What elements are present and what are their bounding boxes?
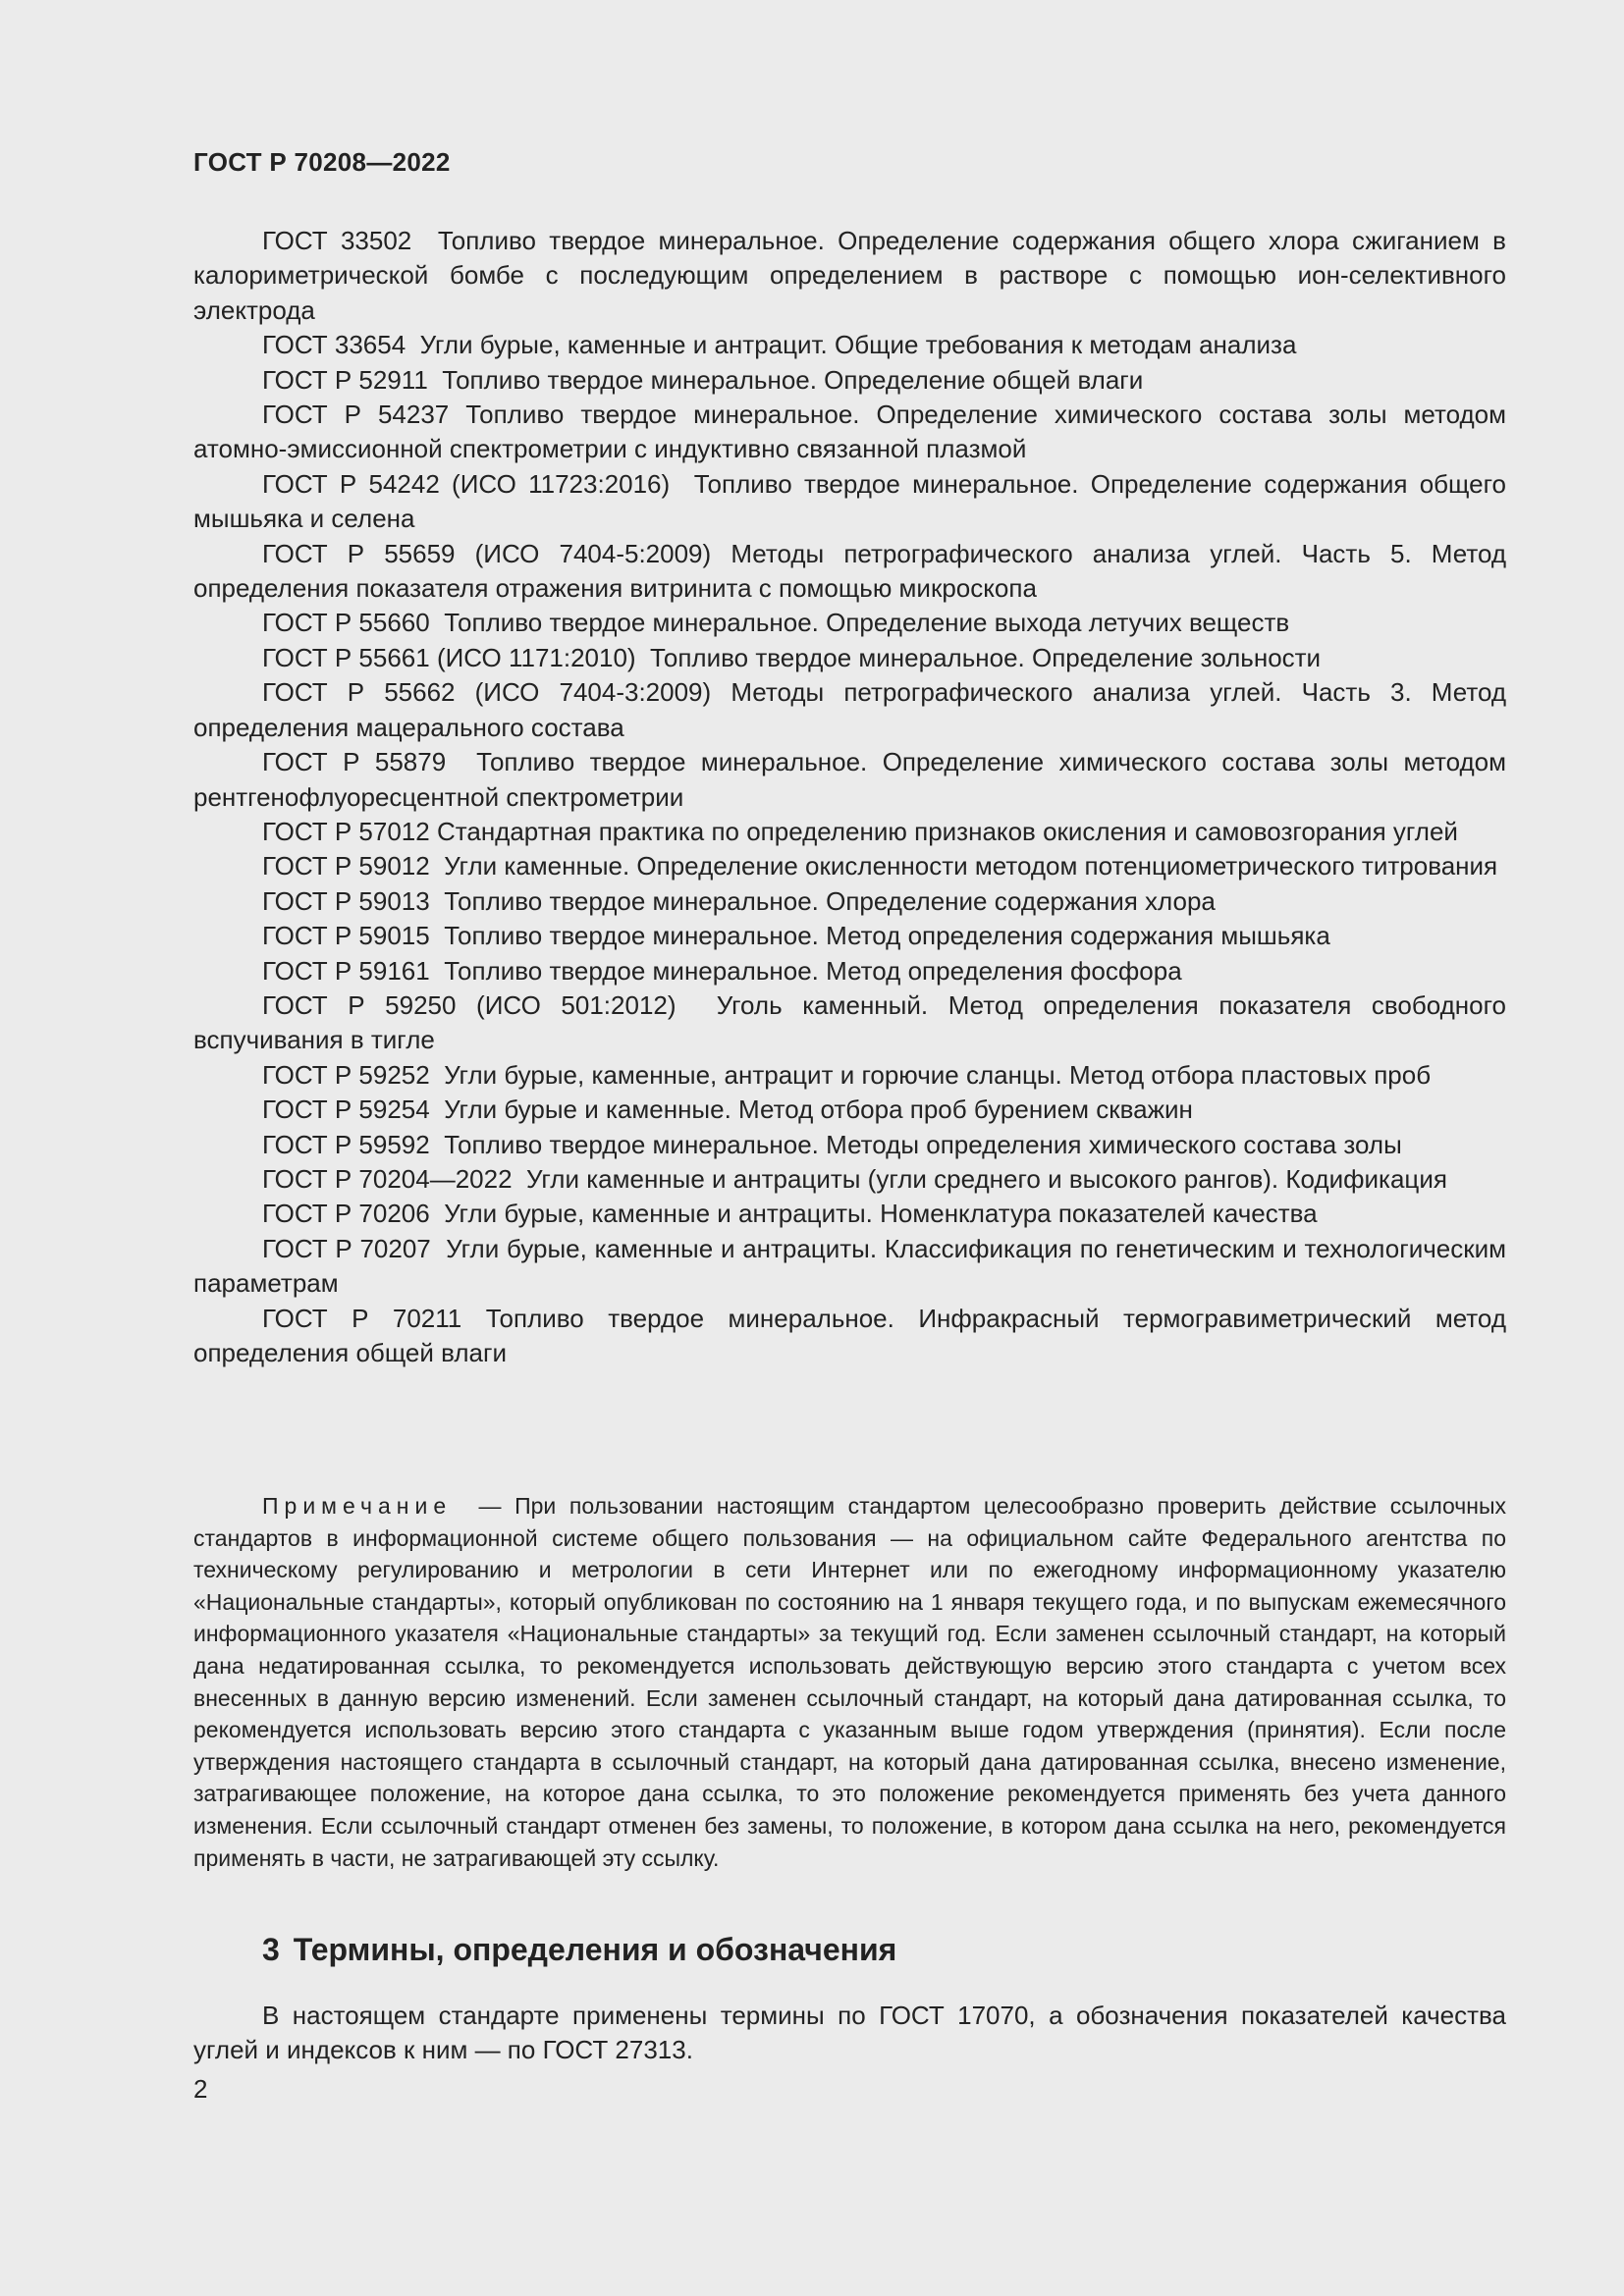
reference-code: ГОСТ 33654 [262,330,406,360]
reference-code: ГОСТ Р 55879 [262,747,447,777]
reference-item [193,745,1506,815]
reference-title: Топливо твердое минеральное. Метод определения фосфора [444,955,1182,986]
reference-item [193,954,1506,988]
reference-code: ГОСТ Р 57012 [262,816,430,846]
reference-item [193,467,1506,537]
reference-title: Топливо твердое минеральное. Метод определения содержания мышьяка [444,921,1330,951]
reference-title: Топливо твердое минеральное. Определение содержания хлора [444,885,1216,916]
reference-item [193,1058,1506,1093]
reference-code: ГОСТ Р 59254 [262,1095,430,1125]
reference-code: ГОСТ Р 59250 (ИСО 501:2012) [262,989,677,1020]
reference-title: Уголь каменный. Метод определения показателя свободного вспучивания в тигле [193,989,1506,1055]
reference-title: Угли каменные и антрациты (угли среднего и высокого рангов). Кодификация [526,1163,1447,1194]
reference-item [193,363,1506,398]
reference-code: ГОСТ Р 59592 [262,1129,430,1159]
reference-item [193,641,1506,675]
reference-code: ГОСТ Р 59013 [262,885,430,916]
reference-code: ГОСТ Р 59161 [262,955,430,986]
reference-code: ГОСТ Р 55662 (ИСО 7404-3:2009) [262,677,712,708]
reference-title: Топливо твердое минеральное. Определение химического состава золы методом рентгенофлуоресцентной спектрометрии [193,747,1506,812]
reference-code: ГОСТ Р 70207 [262,1233,431,1263]
reference-code: ГОСТ Р 70211 [262,1303,462,1333]
reference-item [193,1302,1506,1371]
reference-item [193,919,1506,953]
reference-title: Топливо твердое минеральное. Инфракрасный термогравиметрический метод определения общей влаги [193,1303,1506,1367]
section-paragraph: В настоящем стандарте применены термины по ГОСТ 17070, а обозначения показателей качества углей и индексов к ним — по ГОСТ 27313. [193,2001,1506,2065]
reference-item [193,1128,1506,1162]
reference-item [193,1093,1506,1127]
reference-title: Топливо твердое минеральное. Определение общей влаги [442,364,1144,395]
reference-code: ГОСТ Р 55659 (ИСО 7404-5:2009) [262,538,712,568]
reference-item [193,884,1506,919]
reference-item [193,849,1506,883]
section-title: Термины, определения и обозначения [293,1932,897,1967]
reference-title: Угли бурые, каменные и антрациты. Номенклатура показателей качества [444,1199,1318,1229]
reference-code: ГОСТ Р 54242 (ИСО 11723:2016) [262,468,671,499]
reference-item [193,328,1506,362]
references-note [193,1490,1506,1874]
reference-item [193,1162,1506,1197]
reference-title: Угли бурые, каменные и антрациты. Классификация по генетическим и технологическим параметрам [193,1233,1507,1299]
reference-code: ГОСТ Р 55661 (ИСО 1171:2010) [262,642,636,672]
reference-code: ГОСТ Р 59252 [262,1059,430,1090]
reference-code: ГОСТ Р 70204—2022 [262,1163,513,1194]
reference-title: Угли бурые, каменные и антрацит. Общие требования к методам анализа [419,330,1297,360]
reference-title: Угли бурые и каменные. Метод отбора проб бурением скважин [444,1095,1193,1125]
reference-code: ГОСТ Р 55660 [262,608,430,638]
reference-code: ГОСТ Р 54237 [262,400,450,430]
reference-item [193,224,1506,328]
reference-item [193,815,1506,849]
reference-item [193,1197,1506,1231]
reference-item [193,537,1506,607]
reference-code: ГОСТ Р 70206 [262,1199,430,1229]
reference-title: Стандартная практика по определению признаков окисления и самовозгорания углей [436,816,1458,846]
reference-item [193,988,1506,1058]
reference-code: ГОСТ Р 59015 [262,921,430,951]
reference-title: Методы петрографического анализа углей. Часть 3. Метод определения мацерального состава [193,677,1507,742]
reference-title: Угли каменные. Определение окисленности методом потенциометрического титрования [444,851,1498,881]
reference-title: Топливо твердое минеральное. Методы определения химического состава золы [444,1129,1402,1159]
page-number: 2 [193,2074,208,2104]
document-header: ГОСТ Р 70208—2022 [193,147,451,177]
reference-item [193,1232,1506,1302]
section-number: 3 [262,1932,280,1967]
reference-code: ГОСТ Р 52911 [262,364,428,395]
reference-title: Топливо твердое минеральное. Определение химического состава золы методом атомно-эмиссионной спектрометрии с индуктивно связанной плазмой [193,400,1506,464]
reference-code: ГОСТ Р 59012 [262,851,430,881]
reference-code: ГОСТ 33502 [262,226,412,255]
note-label: Примечание [262,1493,453,1519]
reference-title: Топливо твердое минеральное. Определение выхода летучих веществ [444,608,1290,638]
reference-item [193,398,1506,467]
reference-title: Методы петрографического анализа углей. Часть 5. Метод определения показателя отражения витринита с помощью микроскопа [193,538,1507,604]
reference-item [193,606,1506,640]
section-heading [262,1932,896,1968]
reference-title: Топливо твердое минеральное. Определение зольности [650,642,1322,672]
reference-title: Топливо твердое минеральное. Определение содержания общего хлора сжиганием в калориметрической бомбе с последующим определением в растворе с помощью ион-селективного электрода [193,226,1506,325]
reference-item [193,675,1506,745]
normative-references-list [193,224,1506,1370]
reference-title: Топливо твердое минеральное. Определение содержания общего мышьяка и селена [193,468,1506,534]
reference-title: Угли бурые, каменные, антрацит и горючие сланцы. Метод отбора пластовых проб [444,1059,1432,1090]
note-text: — При пользовании настоящим стандартом целесообразно проверить действие ссылочных стандартов в информационной системе общего пользования — на официальном сайте Федерального агентства по техническому регулированию и метрологии в сети Интернет или по ежегодному информационному указателю «Национальные стандарты», который опубликован по состоянию на 1 января текущего года, и по выпускам ежемесячного информационного указателя «Национальные стандарты» за текущий год. Если заменен ссылочный стандарт, на который дана недатированная ссылка, то рекомендуется использовать действующую версию этого стандарта с учетом всех внесенных в данную версию изменений. Если заменен ссылочный стандарт, на который дана датированная ссылка, то рекомендуется использовать версию этого стандарта с указанным выше годом утверждения (принятия). Если после утверждения настоящего стандарта в ссылочный стандарт, на который дана датированная ссылка, внесено изменение, затрагивающее положение, на которое дана ссылка, то это положение рекомендуется применять без учета данного изменения. Если ссылочный стандарт отменен без замены, то положение, в котором дана ссылка на него, рекомендуется применять в части, не затрагивающей эту ссылку. [193,1493,1507,1871]
